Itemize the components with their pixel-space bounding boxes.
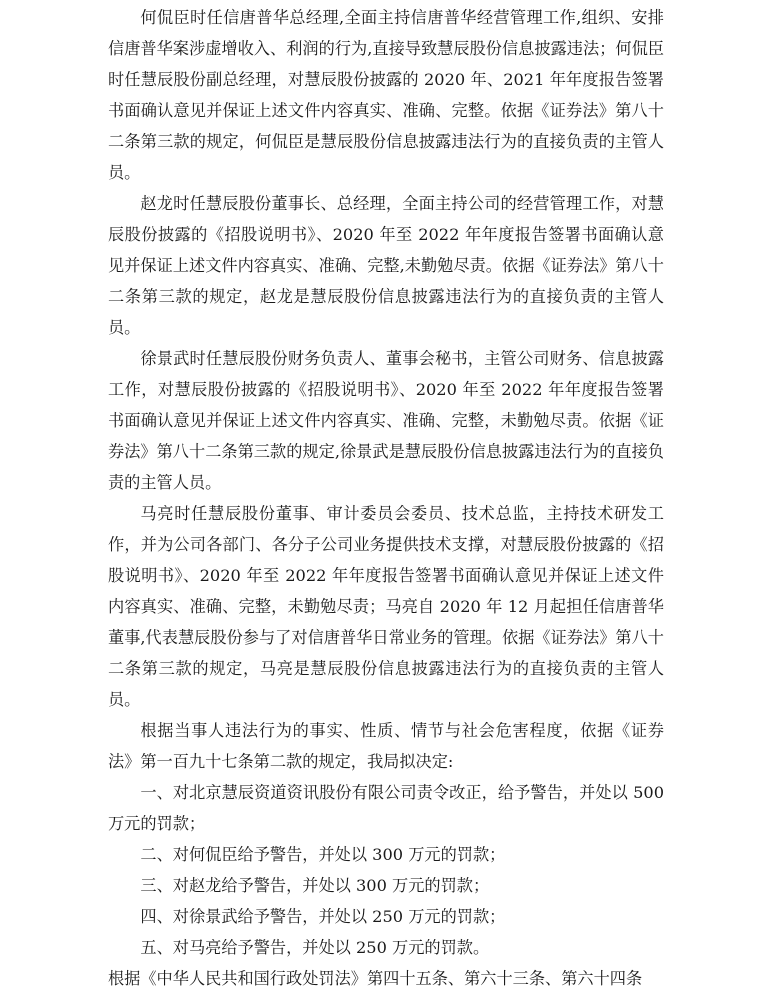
paragraph-decision-basis: 根据当事人违法行为的事实、性质、情节与社会危害程度，依据《证券法》第一百九十七条第二款的规定，我局拟决定: (108, 721, 664, 771)
paragraph-xu-jingwu-liability: 徐景武时任慧辰股份财务负责人、董事会秘书，主管公司财务、信息披露工作，对慧辰股份披露的《招股说明书》、2020 年至 2022 年年度报告签署书面确认意见并保证上述文件内容真实、准确、完整，未勤勉尽责。依据《证券法》第八十二条第三款的规定,徐景武是慧辰股份信息披露违法行为的直接负责的主管人员。 (108, 349, 664, 492)
paragraph-administrative-penalty-law: 根据《中华人民共和国行政处罚法》第四十五条、第六十三条、第六十四条 (108, 969, 643, 988)
penalty-item-xu-jingwu: 四、对徐景武给予警告，并处以 250 万元的罚款； (140, 907, 506, 926)
penalty-item-he-kanchen: 二、对何侃臣给予警告，并处以 300 万元的罚款； (140, 845, 506, 864)
document-page (108, 2, 664, 994)
paragraph-ma-liang-liability: 马亮时任慧辰股份董事、审计委员会委员、技术总监，主持技术研发工作，并为公司各部门、各分子公司业务提供技术支撑，对慧辰股份披露的《招股说明书》、2020 年至 2022 年年度报告签署书面确认意见并保证上述文件内容真实、准确、完整，未勤勉尽责；马亮自 2020 年 12 月起担任信唐普华董事,代表慧辰股份参与了对信唐普华日常业务的管理。依据《证券法》第八十二条第三款的规定，马亮是慧辰股份信息披露违法行为的直接负责的主管人员。 (108, 504, 664, 709)
penalty-item-ma-liang: 五、对马亮给予警告，并处以 250 万元的罚款。 (140, 938, 490, 957)
penalty-item-zhao-long: 三、对赵龙给予警告，并处以 300 万元的罚款； (140, 876, 490, 895)
penalty-item-company: 一、对北京慧辰资道资讯股份有限公司责令改正，给予警告，并处以 500 万元的罚款； (108, 783, 664, 833)
paragraph-zhao-long-liability: 赵龙时任慧辰股份董事长、总经理，全面主持公司的经营管理工作，对慧辰股份披露的《招股说明书》、2020 年至 2022 年年度报告签署书面确认意见并保证上述文件内容真实、准确、完整,未勤勉尽责。依据《证券法》第八十二条第三款的规定，赵龙是慧辰股份信息披露违法行为的直接负责的主管人员。 (108, 194, 664, 337)
paragraph-he-kanchen-liability: 何侃臣时任信唐普华总经理,全面主持信唐普华经营管理工作,组织、安排信唐普华案涉虚增收入、利润的行为,直接导致慧辰股份信息披露违法；何侃臣时任慧辰股份副总经理，对慧辰股份披露的 2020 年、2021 年年度报告签署书面确认意见并保证上述文件内容真实、准确、完整。依据《证券法》第八十二条第三款的规定，何侃臣是慧辰股份信息披露违法行为的直接负责的主管人员。 (108, 8, 664, 182)
